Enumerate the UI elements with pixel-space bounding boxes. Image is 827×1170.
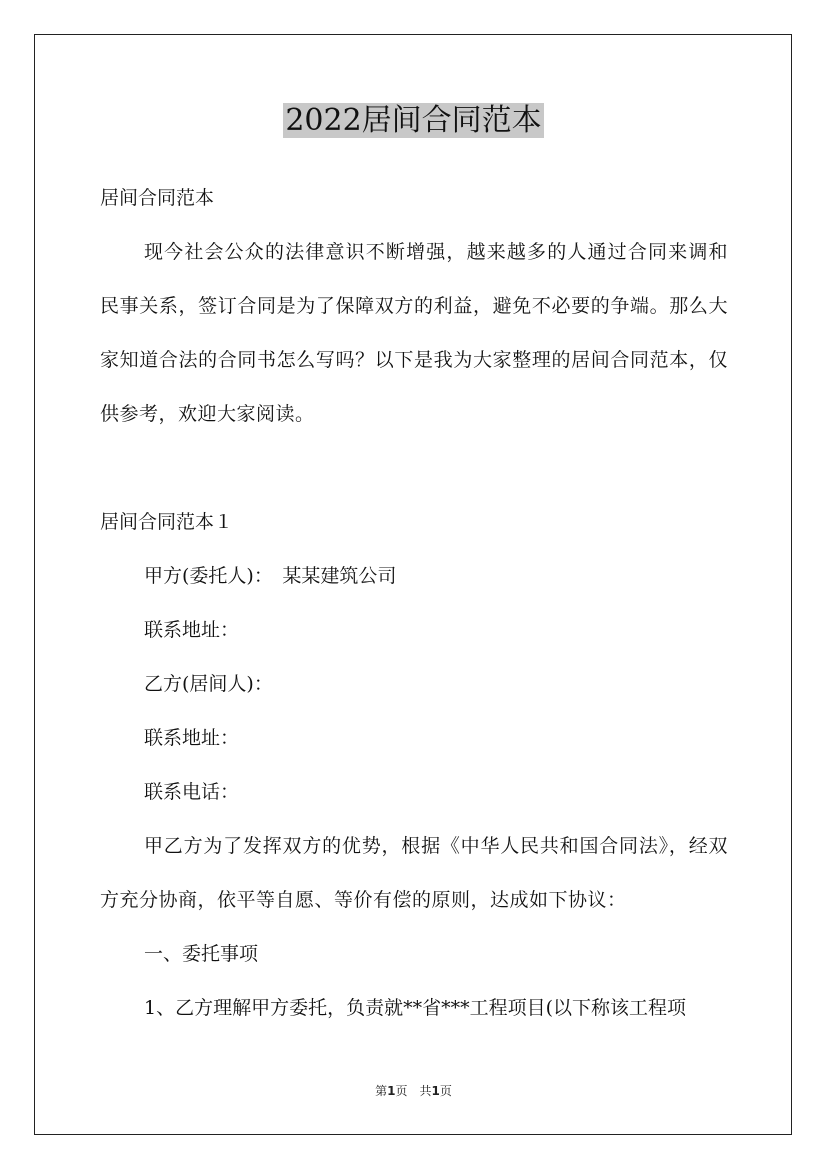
document-body	[100, 171, 728, 1035]
document-title-text: 2022居间合同范本	[285, 103, 542, 138]
page-footer	[0, 1082, 827, 1099]
subtitle: 居间合同范本	[100, 187, 215, 209]
party-b-address-line: 联系地址：	[144, 727, 240, 749]
party-a-line: 甲方(委托人)： 某某建筑公司	[144, 565, 397, 587]
clause-1-line: 1、乙方理解甲方委托，负责就**省***工程项目(以下称该工程项	[144, 997, 687, 1019]
footer-total-pages: 1	[431, 1084, 440, 1098]
section-title: 居间合同范本１	[100, 511, 234, 533]
party-a-address-line: 联系地址：	[144, 619, 240, 641]
footer-page-number: 1	[387, 1084, 396, 1098]
agreement-intro-paragraph: 甲乙方为了发挥双方的优势，根据《中华人民共和国合同法》，经双方充分协商，依平等自愿、等价有偿的原则，达成如下协议：	[100, 835, 728, 911]
clause-heading: 一、委托事项	[144, 943, 259, 965]
intro-paragraph: 现今社会公众的法律意识不断增强，越来越多的人通过合同来调和民事关系，签订合同是为了保障双方的利益，避免不必要的争端。那么大家知道合法的合同书怎么写吗？以下是我为大家整理的居间合同范本，仅供参考，欢迎大家阅读。	[100, 241, 728, 425]
party-b-line: 乙方(居间人)：	[144, 673, 273, 695]
spacer	[100, 441, 728, 495]
footer-label-2: 页 共	[395, 1084, 432, 1098]
party-b-phone-line: 联系电话：	[144, 781, 240, 803]
footer-label-3: 页	[439, 1084, 452, 1098]
document-title	[0, 100, 827, 142]
footer-label-1: 第	[375, 1084, 388, 1098]
